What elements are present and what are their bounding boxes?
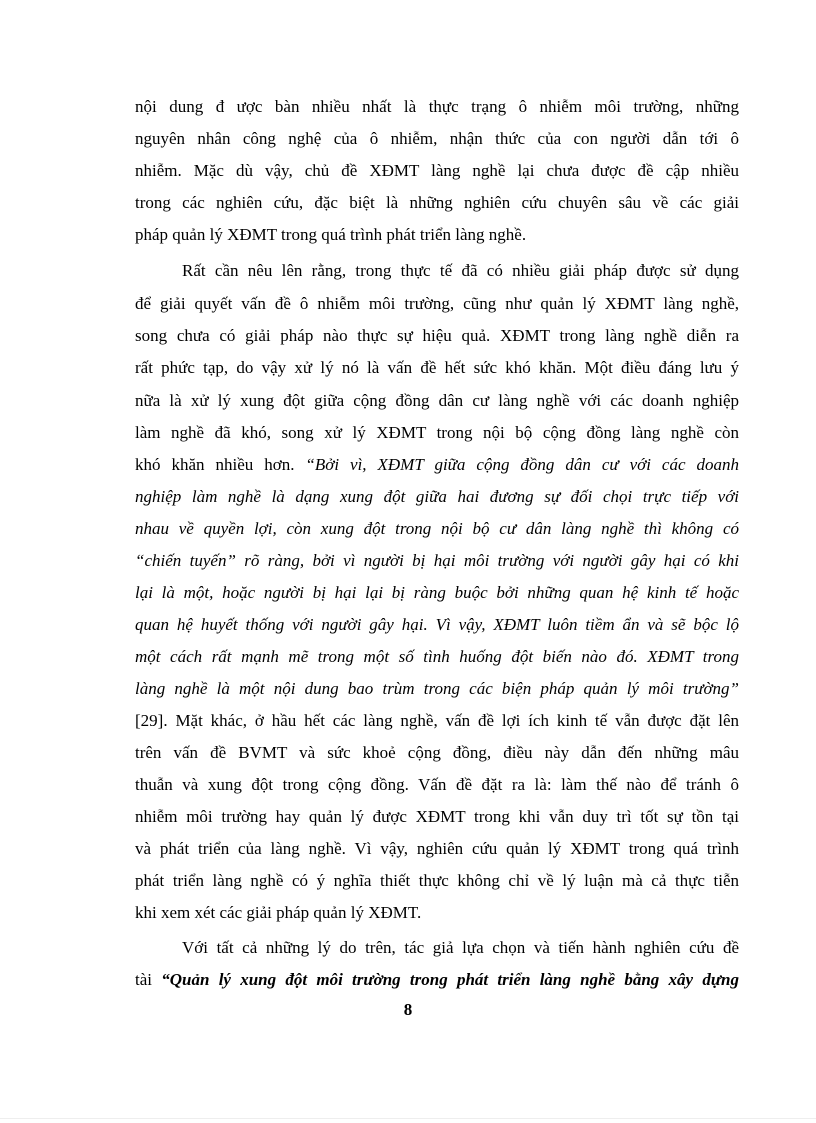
text-line: làm nghề đã khó, song xử lý XĐMT trong nội bộ cộng đồng làng nghề còn [135, 423, 739, 442]
text-line: trong các nghiên cứu, đặc biệt là những nghiên cứu chuyên sâu về các giải [135, 193, 739, 212]
text-line: [29]. Mặt khác, ở hầu hết các làng nghề, vấn đề lợi ích kinh tế vẫn được đặt lên [135, 711, 739, 730]
text-line: nội dung đ ược bàn nhiều nhất là thực trạng ô nhiễm môi trường, những [135, 97, 739, 116]
quote-line: một cách rất mạnh mẽ trong một số tình huống đột biến nào đó. XĐMT trong [135, 647, 739, 666]
text-normal: tài [135, 970, 162, 989]
quote-line: lại là một, hoặc người bị hại lại bị ràng buộc bởi những quan hệ kinh tế hoặc [135, 583, 739, 602]
page-number: 8 [403, 1000, 413, 1019]
text-line: để giải quyết vấn đề ô nhiễm môi trường, cũng như quản lý XĐMT làng nghề, [135, 294, 739, 313]
text-normal: khó khăn nhiều hơn. [135, 455, 306, 474]
text-line: Với tất cả những lý do trên, tác giả lựa chọn và tiến hành nghiên cứu đề [182, 938, 739, 957]
text-line: nhiễm. Mặc dù vậy, chủ đề XĐMT làng nghề lại chưa được đề cập nhiều [135, 161, 739, 180]
quote-line: nghiệp làm nghề là dạng xung đột giữa hai đương sự đối chọi trực tiếp với [135, 487, 739, 506]
text-line: Rất cần nêu lên rằng, trong thực tế đã có nhiều giải pháp được sử dụng [182, 261, 739, 280]
quote-line: quan hệ huyết thống với người gây hại. Vì vậy, XĐMT luôn tiềm ẩn và sẽ bộc lộ [135, 615, 739, 634]
thesis-title: “Quản lý xung đột môi trường trong phát triển làng nghề bằng xây dựng [161, 970, 739, 989]
text-line: phát triển làng nghề có ý nghĩa thiết thực không chỉ về lý luận mà cả thực tiễn [135, 871, 739, 890]
quote-line: “chiến tuyến” rõ ràng, bởi vì người bị hại môi trường với người gây hại có khi [135, 551, 739, 570]
text-line: nguyên nhân công nghệ của ô nhiễm, nhận thức của con người dẫn tới ô [135, 129, 739, 148]
text-line: pháp quản lý XĐMT trong quá trình phát triển làng nghề. [135, 225, 527, 244]
text-line [135, 964, 739, 996]
text-line: khi xem xét các giải pháp quản lý XĐMT. [135, 903, 422, 922]
quote-line: làng nghề là một nội dung bao trùm trong các biện pháp quản lý môi trường” [135, 679, 739, 698]
quote-start: “Bởi vì, XĐMT giữa cộng đồng dân cư với các doanh [305, 455, 739, 474]
text-line: thuẫn và xung đột trong cộng đồng. Vấn đề đặt ra là: làm thế nào để tránh ô [135, 775, 739, 794]
text-line: và phát triển của làng nghề. Vì vậy, nghiên cứu quản lý XĐMT trong quá trình [135, 839, 739, 858]
text-line: rất phức tạp, do vậy xử lý nó là vấn đề hết sức khó khăn. Một điều đáng lưu ý [135, 358, 739, 377]
text-line: trên vấn đề BVMT và sức khoẻ cộng đồng, điều này dẫn đến những mâu [135, 743, 739, 762]
text-line: song chưa có giải pháp nào thực sự hiệu quả. XĐMT trong làng nghề diễn ra [135, 326, 739, 345]
text-line [135, 449, 739, 481]
text-line: nhiễm môi trường hay quản lý được XĐMT trong khi vẫn duy trì tốt sự tồn tại [135, 807, 739, 826]
text-line: nữa là xử lý xung đột giữa cộng đồng dân cư làng nghề với các doanh nghiệp [135, 391, 739, 410]
quote-line: nhau về quyền lợi, còn xung đột trong nội bộ cư dân làng nghề thì không có [135, 519, 739, 538]
page-bottom-edge [0, 1118, 816, 1119]
